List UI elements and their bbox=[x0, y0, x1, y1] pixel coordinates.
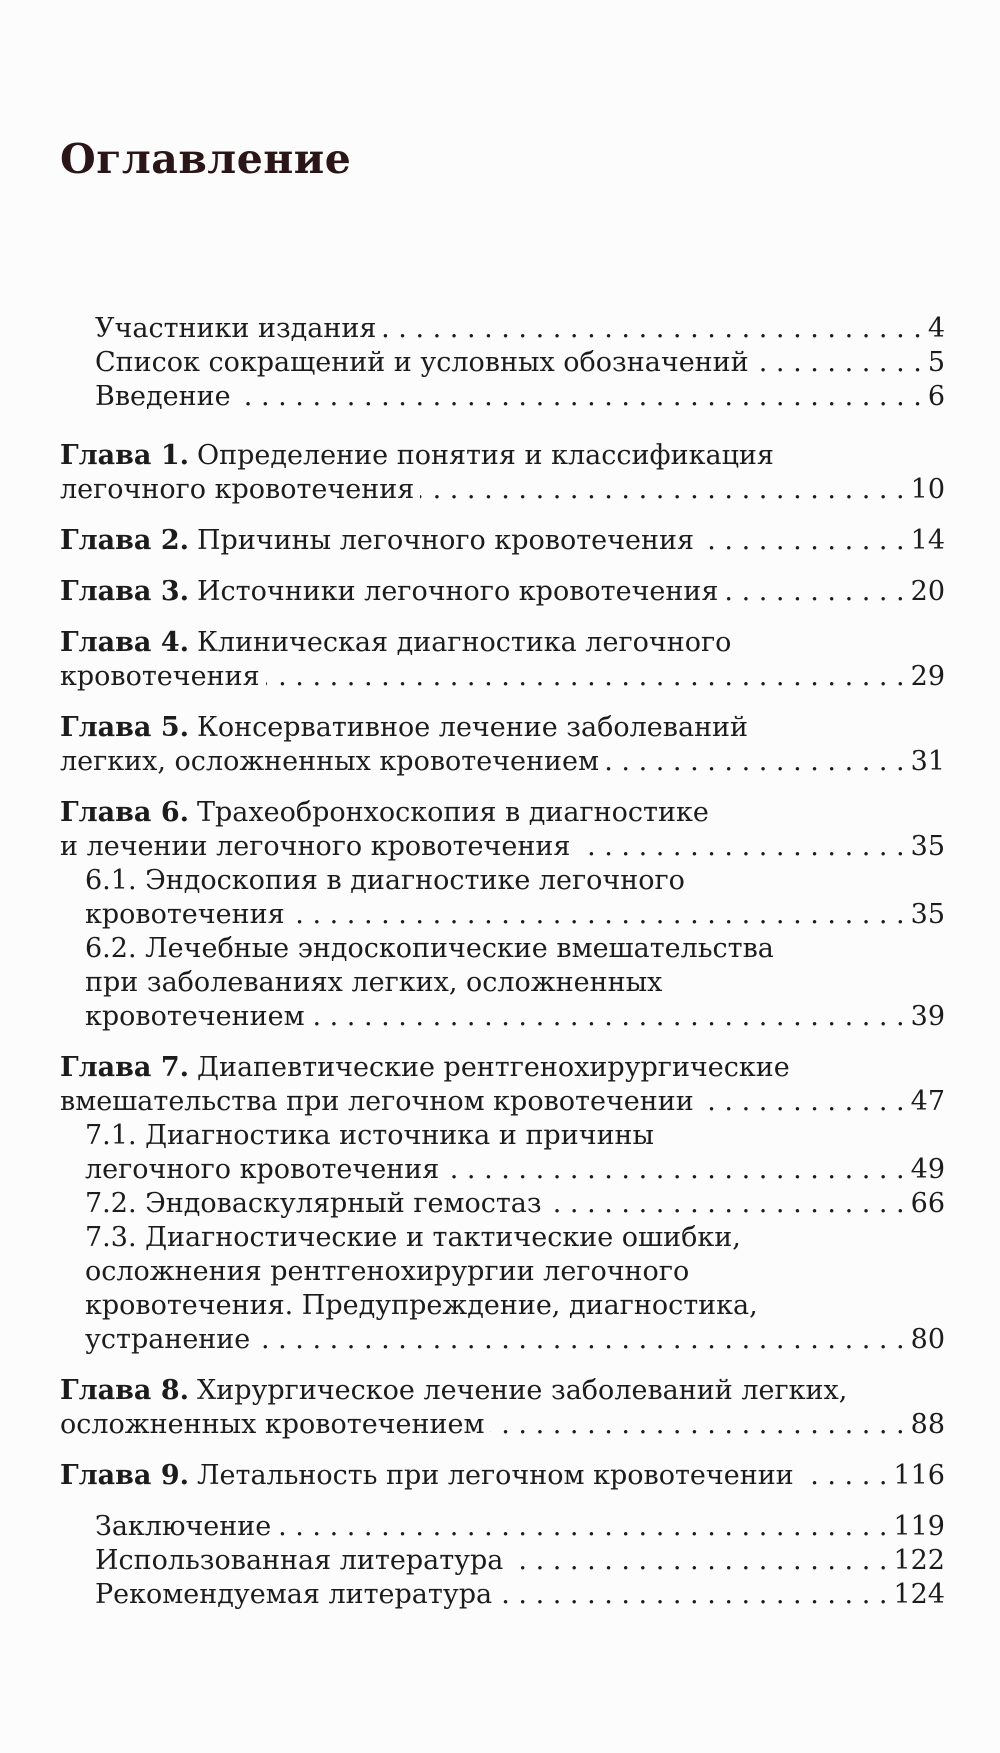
toc-subsection-entry[interactable] bbox=[0, 1221, 1000, 1357]
toc-entry-title: 7.2. Эндоваскулярный гемостаз bbox=[85, 1188, 542, 1219]
toc-chapter-entry[interactable] bbox=[0, 1374, 1000, 1442]
toc-entry-title: легочного кровотечения bbox=[60, 474, 415, 505]
toc-entry-line bbox=[0, 864, 1000, 898]
page-number[interactable]: 39 bbox=[910, 1001, 945, 1032]
toc-entry-line bbox=[0, 966, 1000, 1000]
page-number[interactable]: 124 bbox=[893, 1579, 945, 1610]
chapter-group bbox=[0, 1051, 1000, 1357]
dot-leader bbox=[498, 1578, 887, 1612]
toc-entry-title: кровотечения bbox=[60, 661, 260, 692]
toc-entry-line bbox=[0, 1000, 1000, 1034]
dot-leader bbox=[237, 380, 922, 414]
toc-entry-title: осложненных кровотечением bbox=[60, 1409, 485, 1440]
dot-leader bbox=[724, 575, 904, 609]
page-number[interactable]: 31 bbox=[910, 746, 945, 777]
chapter-group bbox=[0, 1459, 1000, 1493]
chapter-group bbox=[0, 524, 1000, 558]
dot-leader bbox=[291, 898, 905, 932]
toc-subsection-entry[interactable] bbox=[0, 1187, 1000, 1221]
toc-entry-line bbox=[0, 626, 1000, 660]
front-group bbox=[0, 312, 1000, 414]
toc-entry-title: устранение bbox=[85, 1324, 251, 1355]
toc-entry-title: кровотечения. Предупреждение, диагностика, bbox=[85, 1290, 758, 1321]
page-number[interactable]: 14 bbox=[910, 525, 945, 556]
page-number[interactable]: 66 bbox=[910, 1188, 945, 1219]
table-of-contents bbox=[0, 312, 1000, 1612]
dot-leader bbox=[490, 1408, 904, 1442]
page-number[interactable]: 10 bbox=[910, 474, 945, 505]
toc-entry-title: Хирургическое лечение заболеваний легких, bbox=[197, 1375, 848, 1406]
page-number[interactable]: 6 bbox=[927, 381, 945, 412]
toc-entry-title: Источники легочного кровотечения bbox=[197, 576, 719, 607]
toc-entry-title: Список сокращений и условных обозначений bbox=[95, 347, 749, 378]
toc-entry-line bbox=[0, 830, 1000, 864]
toc-chapter-entry[interactable] bbox=[0, 796, 1000, 864]
toc-chapter-entry[interactable] bbox=[0, 1051, 1000, 1119]
toc-entry-line bbox=[0, 1051, 1000, 1085]
toc-chapter-entry[interactable] bbox=[0, 711, 1000, 779]
dot-leader bbox=[576, 830, 904, 864]
chapter-label: Глава 6. bbox=[60, 797, 190, 828]
toc-entry-line bbox=[0, 1459, 1000, 1493]
toc-entry[interactable] bbox=[0, 380, 1000, 414]
toc-entry-title: Консервативное лечение заболеваний bbox=[197, 712, 749, 743]
chapter-label: Глава 4. bbox=[60, 627, 190, 658]
toc-entry-line bbox=[0, 575, 1000, 609]
toc-entry-line bbox=[0, 660, 1000, 694]
toc-entry-title: Диапевтические рентгенохирургические bbox=[197, 1052, 790, 1083]
toc-entry-title: Клиническая диагностика легочного bbox=[197, 627, 732, 658]
page-number[interactable]: 80 bbox=[910, 1324, 945, 1355]
chapter-group bbox=[0, 711, 1000, 779]
toc-entry[interactable] bbox=[0, 1578, 1000, 1612]
toc-entry-title: кровотечением bbox=[85, 1001, 305, 1032]
chapter-label: Глава 9. bbox=[60, 1460, 190, 1491]
dot-leader bbox=[605, 745, 905, 779]
toc-entry-title: при заболеваниях легких, осложненных bbox=[85, 967, 663, 998]
toc-entry[interactable] bbox=[0, 312, 1000, 346]
chapter-label: Глава 7. bbox=[60, 1052, 190, 1083]
toc-chapter-entry[interactable] bbox=[0, 1459, 1000, 1493]
toc-entry-line bbox=[0, 932, 1000, 966]
toc-entry-line bbox=[0, 1408, 1000, 1442]
toc-entry-title: осложнения рентгенохирургии легочного bbox=[85, 1256, 690, 1287]
dot-leader bbox=[266, 660, 905, 694]
toc-chapter-entry[interactable] bbox=[0, 524, 1000, 558]
toc-entry-line bbox=[0, 1221, 1000, 1255]
page-number[interactable]: 119 bbox=[893, 1511, 945, 1542]
toc-entry-line bbox=[0, 439, 1000, 473]
toc-chapter-entry[interactable] bbox=[0, 575, 1000, 609]
toc-entry[interactable] bbox=[0, 346, 1000, 380]
toc-entry-line bbox=[0, 1085, 1000, 1119]
toc-entry-title: Причины легочного кровотечения bbox=[197, 525, 695, 556]
chapter-label: Глава 1. bbox=[60, 440, 190, 471]
dot-leader bbox=[420, 473, 904, 507]
dot-leader bbox=[548, 1187, 905, 1221]
toc-entry-line bbox=[0, 745, 1000, 779]
toc-entry-line bbox=[0, 1119, 1000, 1153]
dot-leader bbox=[277, 1510, 887, 1544]
toc-entry-title: 6.2. Лечебные эндоскопические вмешательства bbox=[85, 933, 774, 964]
toc-entry[interactable] bbox=[0, 1544, 1000, 1578]
toc-entry-line bbox=[0, 524, 1000, 558]
toc-entry-title: Рекомендуемая литература bbox=[95, 1579, 493, 1610]
toc-entry-title: Использованная литература bbox=[95, 1545, 504, 1576]
toc-subsection-entry[interactable] bbox=[0, 1119, 1000, 1187]
toc-entry-title: легких, осложненных кровотечением bbox=[60, 746, 600, 777]
toc-subsection-entry[interactable] bbox=[0, 864, 1000, 932]
toc-entry-line bbox=[0, 898, 1000, 932]
page-number[interactable]: 29 bbox=[910, 661, 945, 692]
toc-entry-line bbox=[0, 312, 1000, 346]
toc-entry-title: 6.1. Эндоскопия в диагностике легочного bbox=[85, 865, 685, 896]
dot-leader bbox=[311, 1000, 905, 1034]
page-title: Оглавление bbox=[60, 135, 352, 183]
toc-entry-title: Летальность при легочном кровотечении bbox=[197, 1460, 794, 1491]
toc-entry-line bbox=[0, 711, 1000, 745]
toc-entry[interactable] bbox=[0, 1510, 1000, 1544]
chapter-group bbox=[0, 575, 1000, 609]
toc-entry-title: Заключение bbox=[95, 1511, 272, 1542]
toc-entry-line bbox=[0, 346, 1000, 380]
back-group bbox=[0, 1510, 1000, 1612]
toc-entry-line bbox=[0, 1510, 1000, 1544]
toc-entry-title: Определение понятия и классификация bbox=[197, 440, 774, 471]
dot-leader bbox=[755, 346, 922, 380]
toc-entry-line bbox=[0, 1289, 1000, 1323]
toc-subsection-entry[interactable] bbox=[0, 932, 1000, 1034]
dot-leader bbox=[382, 312, 921, 346]
toc-entry-line bbox=[0, 1255, 1000, 1289]
toc-entry-line bbox=[0, 1153, 1000, 1187]
toc-entry-line bbox=[0, 473, 1000, 507]
page-number[interactable]: 35 bbox=[910, 899, 945, 930]
toc-entry-title: 7.3. Диагностические и тактические ошибки, bbox=[85, 1222, 741, 1253]
chapter-label: Глава 8. bbox=[60, 1375, 190, 1406]
toc-entry-line bbox=[0, 796, 1000, 830]
chapter-group bbox=[0, 626, 1000, 694]
chapter-group bbox=[0, 439, 1000, 507]
page-number[interactable]: 116 bbox=[893, 1460, 945, 1491]
chapter-group bbox=[0, 796, 1000, 1034]
page-number[interactable]: 88 bbox=[910, 1409, 945, 1440]
toc-entry-line bbox=[0, 380, 1000, 414]
toc-entry-line bbox=[0, 1578, 1000, 1612]
page-number[interactable]: 47 bbox=[910, 1086, 945, 1117]
toc-entry-title: кровотечения bbox=[85, 899, 285, 930]
toc-entry-line bbox=[0, 1374, 1000, 1408]
dot-leader bbox=[509, 1544, 887, 1578]
page-number[interactable]: 35 bbox=[910, 831, 945, 862]
toc-entry-line bbox=[0, 1544, 1000, 1578]
toc-entry-line bbox=[0, 1187, 1000, 1221]
toc-entry-title: Участники издания bbox=[95, 313, 377, 344]
toc-entry-line bbox=[0, 1323, 1000, 1357]
chapter-label: Глава 3. bbox=[60, 576, 190, 607]
dot-leader bbox=[700, 524, 905, 558]
toc-entry-title: Введение bbox=[95, 381, 231, 412]
page-number[interactable]: 4 bbox=[927, 313, 945, 344]
toc-entry-title: легочного кровотечения bbox=[85, 1154, 440, 1185]
chapter-group bbox=[0, 1374, 1000, 1442]
dot-leader bbox=[445, 1153, 904, 1187]
toc-entry-title: 7.1. Диагностика источника и причины bbox=[85, 1120, 655, 1151]
toc-entry-title: вмешательства при легочном кровотечении bbox=[60, 1086, 694, 1117]
dot-leader bbox=[256, 1323, 904, 1357]
chapter-label: Глава 5. bbox=[60, 712, 190, 743]
toc-chapter-entry[interactable] bbox=[0, 439, 1000, 507]
toc-entry-title: Трахеобронхоскопия в диагностике bbox=[197, 797, 709, 828]
page-number[interactable]: 122 bbox=[893, 1545, 945, 1576]
dot-leader bbox=[800, 1459, 888, 1493]
toc-entry-title: и лечении легочного кровотечения bbox=[60, 831, 571, 862]
dot-leader bbox=[700, 1085, 905, 1119]
toc-chapter-entry[interactable] bbox=[0, 626, 1000, 694]
page-number[interactable]: 20 bbox=[910, 576, 945, 607]
chapter-label: Глава 2. bbox=[60, 525, 190, 556]
page-number[interactable]: 5 bbox=[927, 347, 945, 378]
page-number[interactable]: 49 bbox=[910, 1154, 945, 1185]
